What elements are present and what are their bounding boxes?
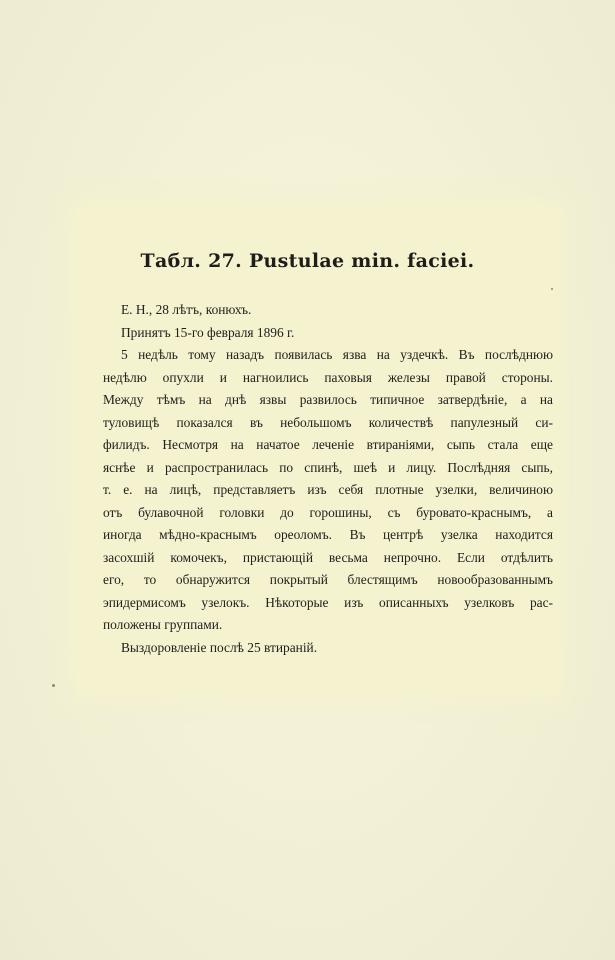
text-line: засохшій комочекъ, пристающій весьма непрочно. Если отдѣлить bbox=[103, 549, 553, 565]
text-line: иногда мѣдно-краснымъ ореоломъ. Въ центрѣ узелка находится bbox=[103, 527, 553, 542]
text-line: филидъ. Несмотря на начатое леченіе втираніями, сыпь стала еще bbox=[103, 437, 553, 452]
text-line: эпидермисомъ узелокъ. Нѣкоторые изъ описанныхъ узелковъ рас- bbox=[103, 594, 553, 610]
paper-speck bbox=[52, 684, 55, 687]
text-line: 5 недѣль тому назадъ появилась язва на уздечкѣ. Въ послѣднюю bbox=[121, 347, 553, 362]
text-line: его, то обнаружится покрытый блестящимъ новообразованнымъ bbox=[103, 572, 553, 587]
paper-speck bbox=[551, 288, 553, 290]
text-line-admitted: Принятъ 15-го февраля 1896 г. bbox=[121, 324, 295, 340]
text-line: Между тѣмъ на днѣ язвы развилось типичное затвердѣніе, а на bbox=[103, 392, 553, 407]
text-line: отъ булавочной головки до горошины, съ буровато-краснымъ, а bbox=[103, 504, 553, 520]
text-line: яснѣе и распространилась по спинѣ, шеѣ и лицу. Послѣдняя сыпь, bbox=[103, 459, 553, 475]
text-line: туловищѣ показался въ небольшомъ количествѣ папулезный си- bbox=[103, 414, 553, 430]
text-line-recovery: Выздоровленіе послѣ 25 втираній. bbox=[121, 639, 318, 655]
text-line: положены группами. bbox=[103, 617, 223, 632]
case-description bbox=[103, 299, 553, 659]
text-line: недѣлю опухли и нагноились паховыя железы правой стороны. bbox=[103, 369, 553, 385]
page-title: Табл. 27. Pustulae min. faciei. bbox=[140, 250, 475, 272]
text-line: т. е. на лицѣ, представляетъ изъ себя плотные узелки, величиною bbox=[103, 482, 553, 497]
text-line-patient: Е. Н., 28 лѣтъ, конюхъ. bbox=[121, 302, 252, 317]
